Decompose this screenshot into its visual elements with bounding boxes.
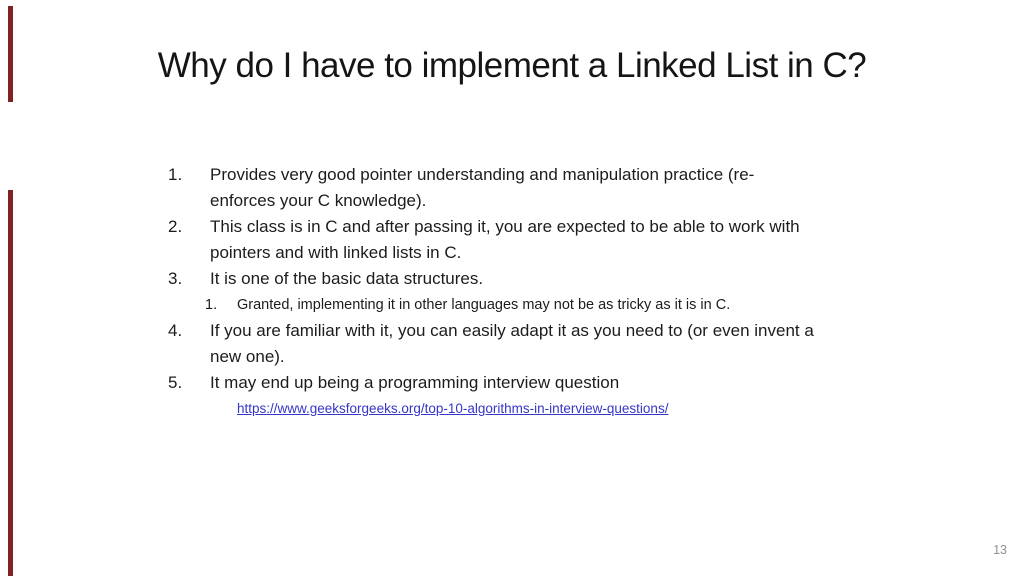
list-item-3-line-1: It is one of the basic data structures.: [210, 269, 484, 288]
list-item-4-line-1: If you are familiar with it, you can easily adapt it as you need to (or even invent a: [210, 321, 814, 340]
list-item-1: [168, 162, 814, 188]
list-item-4: [168, 318, 814, 344]
slide-title: Why do I have to implement a Linked List in C?: [157, 46, 867, 85]
list-item-2-continuation: [210, 240, 814, 266]
list-item-3: [168, 266, 814, 292]
left-accent-bar-bottom: [8, 190, 13, 576]
list-item-4-continuation: [210, 344, 814, 370]
hyperlink[interactable]: https://www.geeksforgeeks.org/top-10-algorithms-in-interview-questions/: [237, 401, 669, 416]
list-number-3: 3.: [168, 269, 183, 288]
list-item-5-line-1: It may end up being a programming interview question: [210, 373, 620, 392]
list-item-1-line-2: enforces your C knowledge).: [210, 191, 427, 210]
body-list: [168, 162, 814, 422]
list-item-2-line-2: pointers and with linked lists in C.: [210, 243, 462, 262]
list-item-2-line-1: This class is in C and after passing it, you are expected to be able to work with: [210, 217, 800, 236]
sub-list-number-1: 1.: [205, 297, 218, 313]
list-item-5: [168, 370, 814, 396]
list-item-1-line-1: Provides very good pointer understanding and manipulation practice (re-: [210, 165, 755, 184]
hyperlink-row: [237, 396, 814, 422]
list-number-5: 5.: [168, 373, 183, 392]
list-number-2: 2.: [168, 217, 183, 236]
list-item-1-continuation: [210, 188, 814, 214]
list-number-1: 1.: [168, 165, 183, 184]
list-item-4-line-2: new one).: [210, 347, 285, 366]
page-number: 13: [993, 543, 1007, 557]
sub-list-item-1: [205, 292, 814, 318]
list-item-2: [168, 214, 814, 240]
list-number-4: 4.: [168, 321, 183, 340]
sub-list-item-1-text: Granted, implementing it in other languages may not be as tricky as it is in C.: [237, 297, 731, 313]
